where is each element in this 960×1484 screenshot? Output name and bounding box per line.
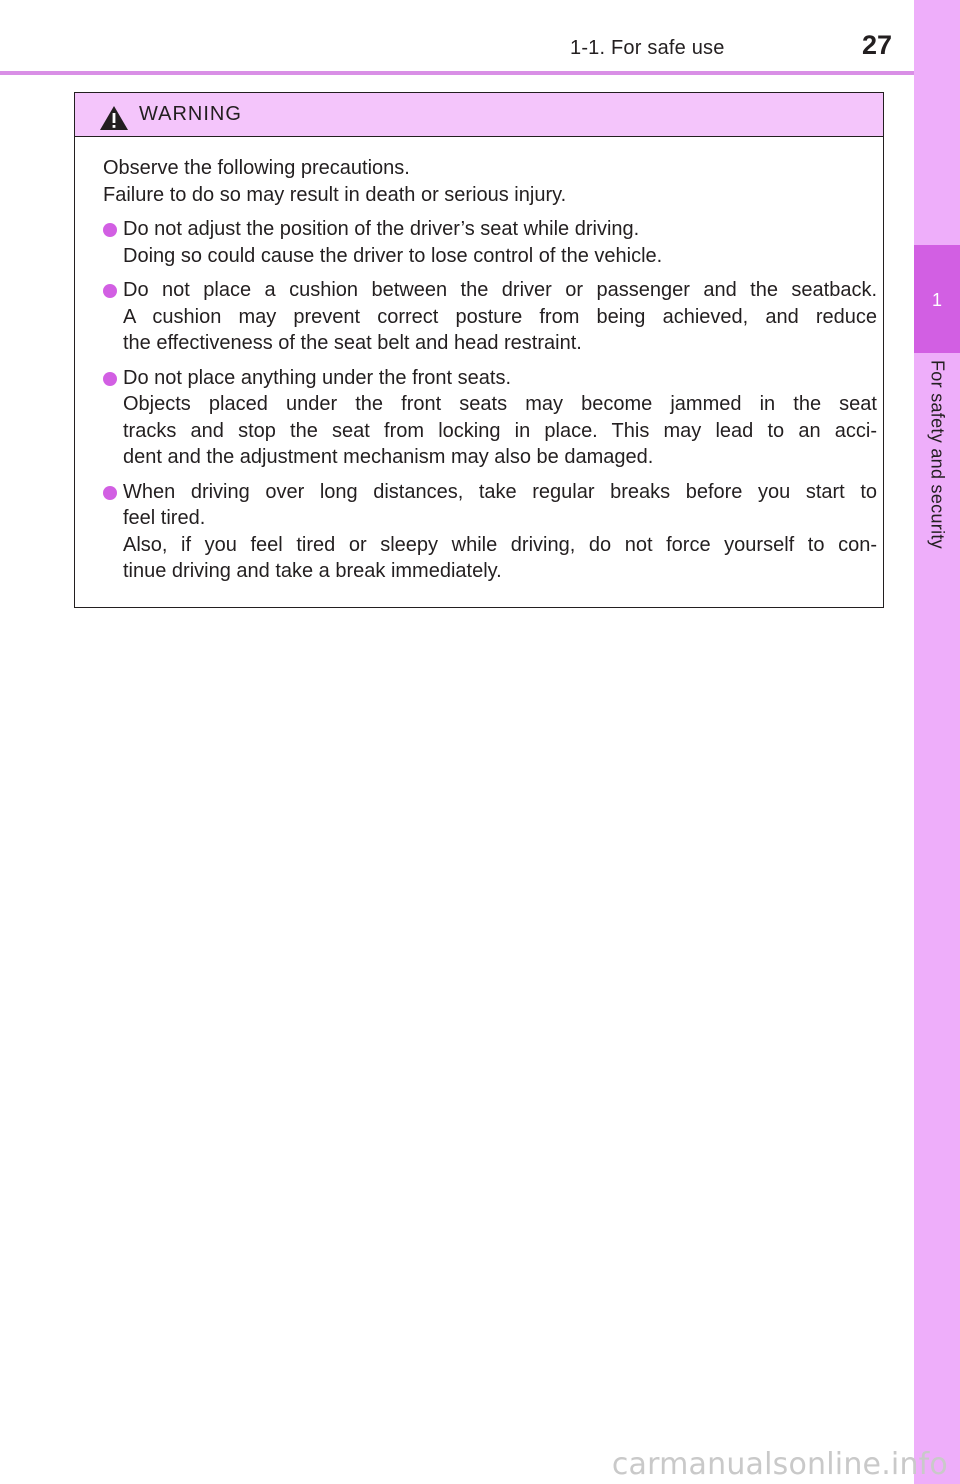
bullet-line: Also, if you feel tired or sleepy while driving, do not force yourself to con- — [123, 533, 877, 556]
side-tab-title: For safety and security — [927, 360, 948, 549]
bullet-dot-icon — [103, 486, 117, 500]
warning-bullet — [103, 216, 877, 269]
warning-intro-line: Observe the following precautions. — [103, 157, 410, 179]
warning-header — [75, 93, 883, 137]
bullet-line: feel tired. — [123, 507, 206, 529]
bullet-line: Doing so could cause the driver to lose control of the vehicle. — [123, 244, 663, 267]
header-section-title: 1-1. For safe use — [570, 37, 725, 59]
bullet-dot-icon — [103, 223, 117, 237]
bullet-dot-icon — [103, 372, 117, 386]
bullet-dot-icon — [103, 284, 117, 298]
bullet-line: dent and the adjustment mechanism may also be damaged. — [123, 446, 654, 468]
bullet-line: tracks and stop the seat from locking in place. This may lead to an acci- — [123, 419, 877, 442]
bullet-line: Objects placed under the front seats may become jammed in the seat — [123, 393, 877, 415]
warning-box — [74, 92, 884, 608]
bullet-line: tinue driving and take a break immediately. — [123, 560, 502, 582]
warning-bullet — [103, 277, 877, 357]
bullet-line: Do not place anything under the front seats. — [123, 366, 512, 389]
bullet-line: the effectiveness of the seat belt and head restraint. — [123, 332, 582, 354]
side-tab-title-container — [914, 360, 960, 600]
bullet-line: When driving over long distances, take regular breaks before you start to — [123, 480, 877, 503]
warning-title: WARNING — [139, 103, 242, 125]
warning-body — [103, 155, 877, 585]
bullet-line: Do not place a cushion between the driver or passenger and the seatback. — [123, 279, 877, 301]
bullet-line: A cushion may prevent correct posture from being achieved, and reduce — [123, 305, 877, 328]
warning-bullet — [103, 479, 877, 585]
warning-intro — [103, 155, 877, 208]
watermark: carmanualsonline.info — [611, 1447, 948, 1482]
side-tab-number: 1 — [931, 290, 942, 310]
bullet-line: Do not adjust the position of the driver’s seat while driving. — [123, 218, 640, 240]
warning-triangle-icon — [99, 105, 129, 131]
warning-intro-line: Failure to do so may result in death or serious injury. — [103, 183, 567, 206]
page-number: 27 — [862, 30, 893, 60]
header-rule — [0, 71, 914, 75]
side-tab — [914, 0, 960, 1484]
warning-bullet — [103, 365, 877, 471]
